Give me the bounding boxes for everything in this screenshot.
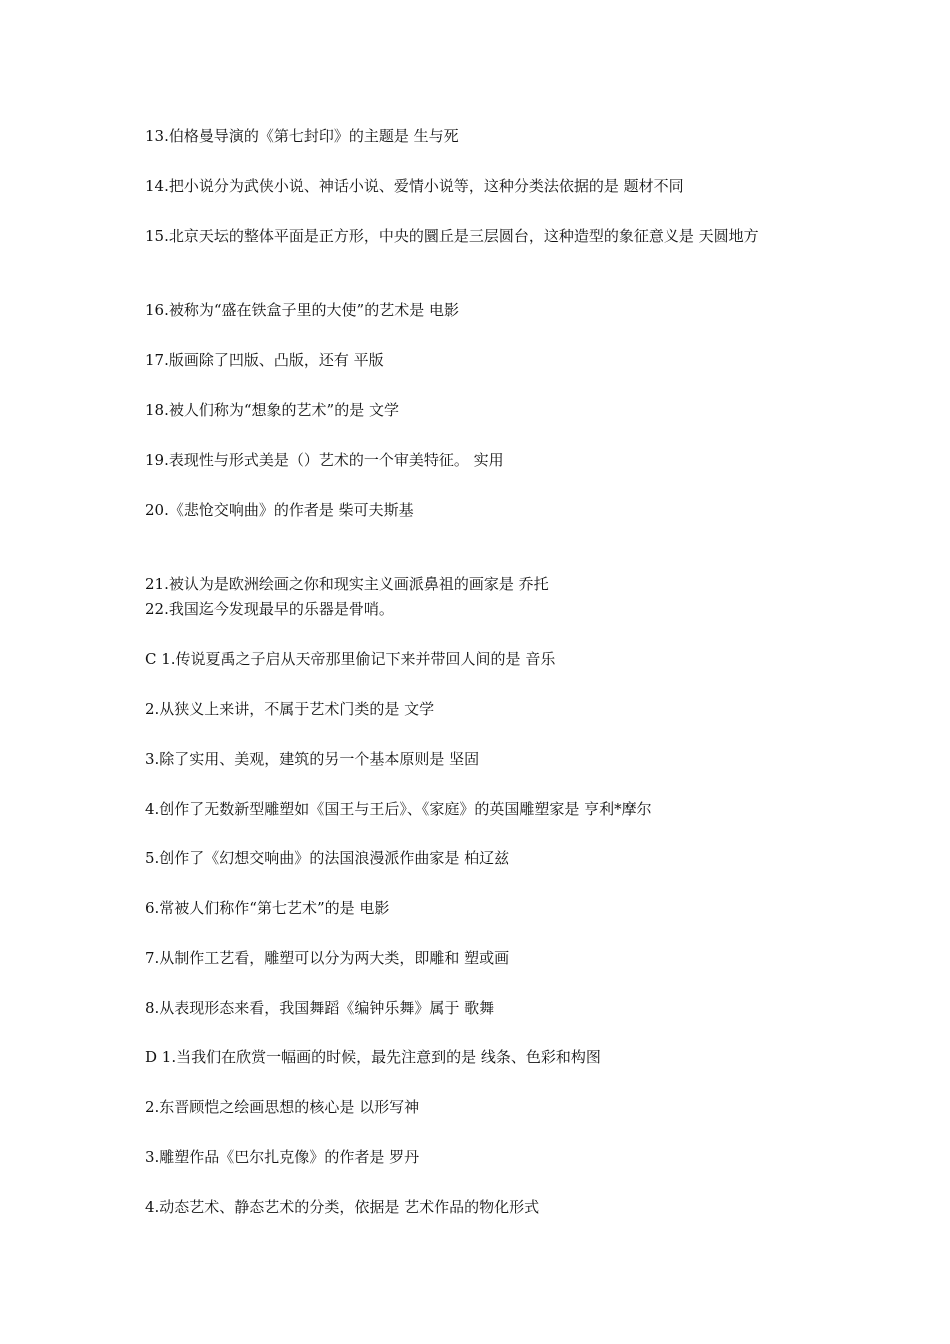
text-line: 16.被称为“盛在铁盒子里的大使”的艺术是 电影: [145, 301, 459, 319]
text-line: 2.从狭义上来讲，不属于艺术门类的是 文学: [145, 700, 435, 718]
text-line: 20.《悲怆交响曲》的作者是 柴可夫斯基: [145, 501, 414, 519]
text-line: 6.常被人们称作“第七艺术”的是 电影: [145, 899, 390, 917]
text-line: 15.北京天坛的整体平面是正方形，中央的圜丘是三层圆台，这种造型的象征意义是 天圆地方: [145, 227, 759, 245]
text-line: 17.版画除了凹版、凸版，还有 平版: [145, 351, 384, 369]
text-line: 21.被认为是欧洲绘画之你和现实主义画派鼻祖的画家是 乔托: [145, 575, 549, 593]
text-line: 3.除了实用、美观，建筑的另一个基本原则是 坚固: [145, 750, 480, 768]
text-line: 4.动态艺术、静态艺术的分类，依据是 艺术作品的物化形式: [145, 1198, 540, 1216]
text-line: 2.东晋顾恺之绘画思想的核心是 以形写神: [145, 1098, 420, 1116]
text-line: C 1.传说夏禹之子启从天帝那里偷记下来并带回人间的是 音乐: [145, 650, 556, 668]
text-line: 7.从制作工艺看，雕塑可以分为两大类，即雕和 塑或画: [145, 949, 510, 967]
text-line: 13.伯格曼导演的《第七封印》的主题是 生与死: [145, 127, 459, 145]
text-line: D 1.当我们在欣赏一幅画的时候，最先注意到的是 线条、色彩和构图: [145, 1048, 601, 1066]
text-line: 19.表现性与形式美是（）艺术的一个审美特征。 实用: [145, 451, 504, 469]
text-line: 14.把小说分为武侠小说、神话小说、爱情小说等，这种分类法依据的是 题材不同: [145, 177, 684, 195]
text-line: 3.雕塑作品《巴尔扎克像》的作者是 罗丹: [145, 1148, 420, 1166]
text-line: 18.被人们称为“想象的艺术”的是 文学: [145, 401, 399, 419]
text-line: 4.创作了无数新型雕塑如《国王与王后》、《家庭》的英国雕塑家是 亨利*摩尔: [145, 800, 652, 818]
text-line: 5.创作了《幻想交响曲》的法国浪漫派作曲家是 柏辽兹: [145, 849, 510, 867]
text-line: 8.从表现形态来看，我国舞蹈《编钟乐舞》属于 歌舞: [145, 999, 495, 1017]
text-line: 22.我国迄今发现最早的乐器是骨哨。: [145, 600, 394, 618]
